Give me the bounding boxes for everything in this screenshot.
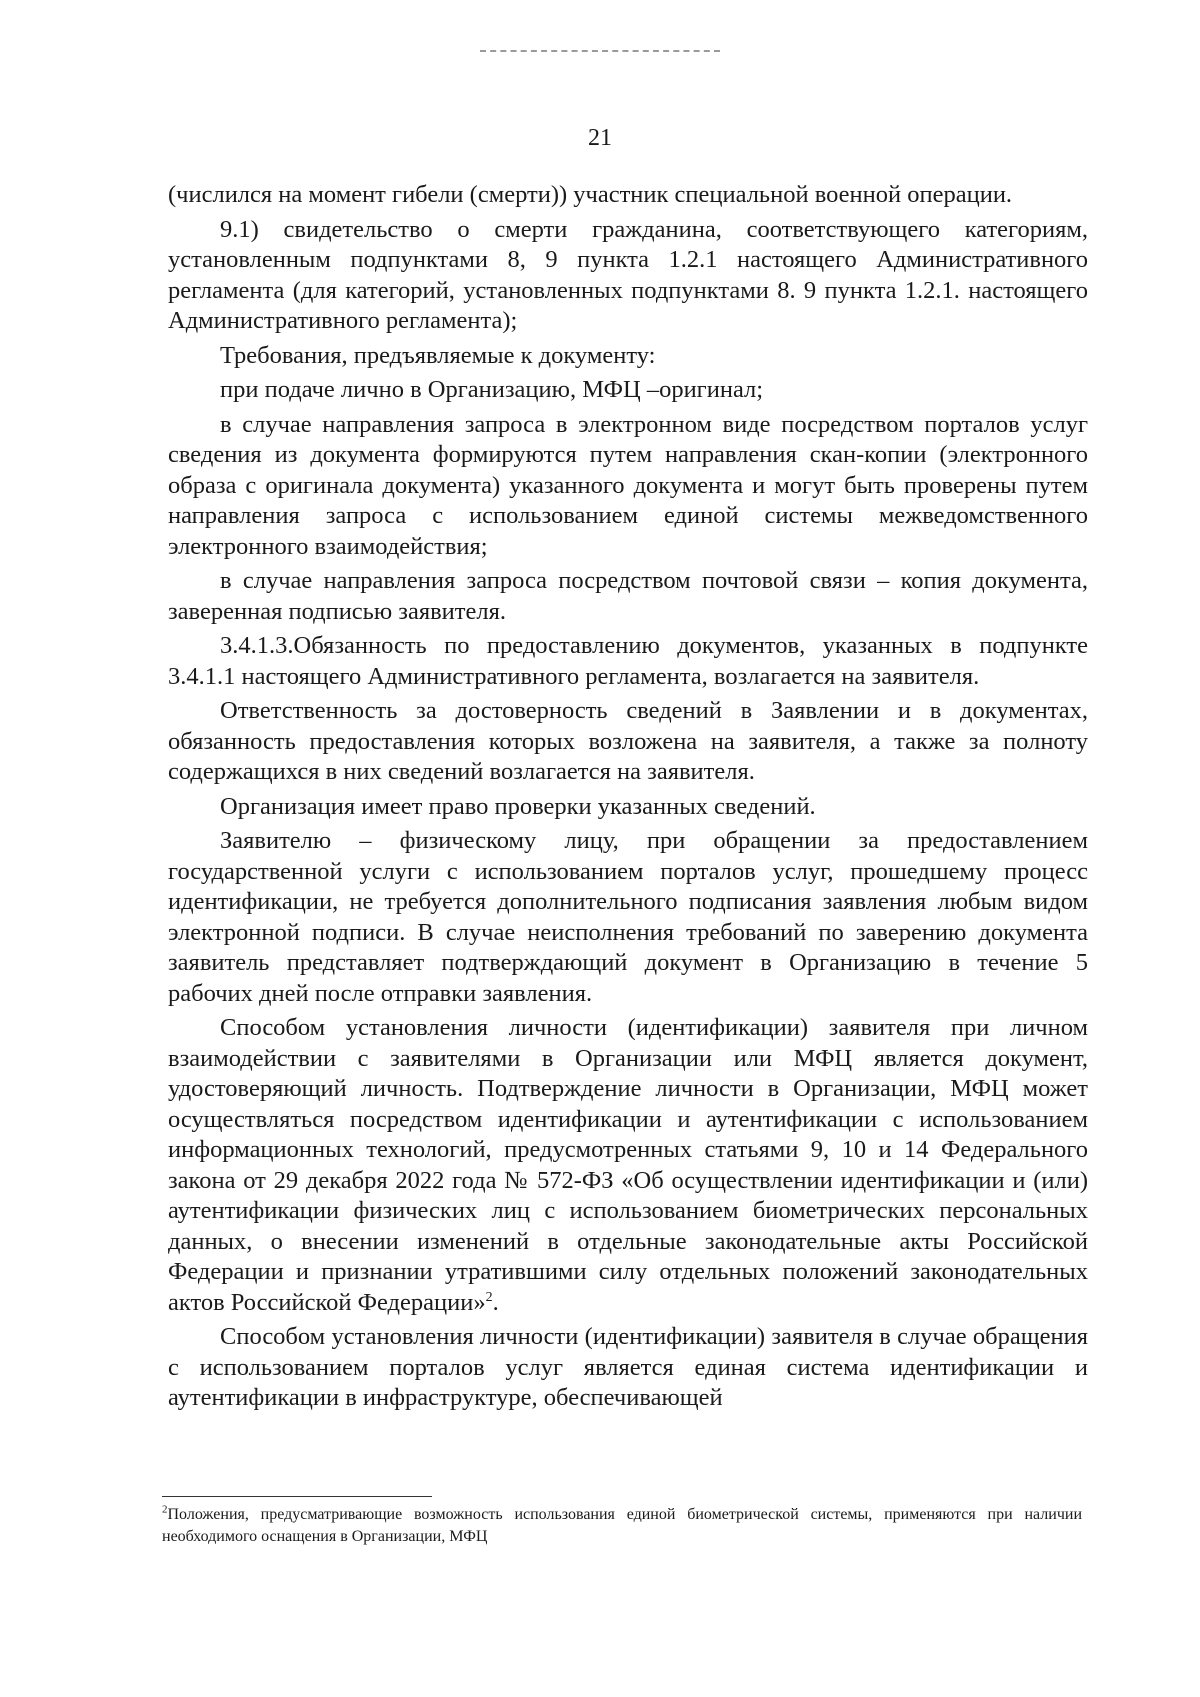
paragraph-verification-right: Организация имеет право проверки указанных сведений.	[220, 792, 816, 820]
paragraph-electronic-request: в случае направления запроса в электронном виде посредством порталов услуг сведения из документа формируются путем направления скан-копии (электронного образа с оригинала документа) указанного документа и могут быть проверены путем направления запроса с использованием единой системы межведомственного электронного взаимодействия;	[168, 410, 1088, 560]
footnote-marker: 2	[162, 1503, 168, 1516]
paragraph-death-certificate: 9.1) свидетельство о смерти гражданина, соответствующего категориям, установленным подпунктами 8, 9 пункта 1.2.1 настоящего Административного регламента (для категорий, установленных подпунктами 8. 9 пункта 1.2.1. настоящего Административного регламента);	[168, 215, 1088, 334]
paragraph-responsibility: Ответственность за достоверность сведений в Заявлении и в документах, обязанность предоставления которых возложена на заявителя, а также за полноту содержащихся в них сведений возлагается на заявителя.	[168, 697, 1088, 785]
paragraph-identity-personal: Способом установления личности (идентификации) заявителя при личном взаимодействии с заявителями в Организации или МФЦ является документ, удостоверяющий личность. Подтверждение личности в Организации, МФЦ может осуществляться посредством идентификации и аутентификации с использованием информационных технологий, предусмотренных статьями 9, 10 и 14 Федерального закона от 29 декабря 2022 года № 572-ФЗ «Об осуществлении идентификации и (или) аутентификации физических лиц с использованием биометрических персональных данных, о внесении изменений в отдельные законодательные акты Российской Федерации и признании утратившими силу отдельных положений законодательных актов Российской Федерации»$^2$.	[168, 1014, 1088, 1316]
footnote-reference: 2	[485, 1289, 493, 1305]
footnote-text: Положения, предусматривающие возможность использования единой биометрической системы, применяются при наличии необходимого оснащения в Организации, МФЦ	[162, 1506, 1082, 1545]
paragraph-in-person: при подаче лично в Организацию, МФЦ –оригинал;	[220, 376, 764, 403]
paragraph-continuation: (числился на момент гибели (смерти)) участник специальной военной операции.	[168, 181, 1013, 208]
paragraph-postal-request: в случае направления запроса посредством почтовой связи – копия документа, заверенная подписью заявителя.	[168, 567, 1088, 625]
paragraph-identity-personal-text: Способом установления личности (идентификации) заявителя при личном взаимодействии с заявителями в Организации или МФЦ является документ, удостоверяющий личность. Подтверждение личности в Организации, МФЦ может осуществляться посредством идентификации и аутентификации с использованием информационных технологий, предусмотренных статьями 9, 10 и 14 Федерального закона от 29 декабря 2022 года № 572-ФЗ «Об осуществлении идентификации и (или) аутентификации физических лиц с использованием биометрических персональных данных, о внесении изменений в отдельные законодательные акты Российской Федерации и признании утратившими силу отдельных положений законодательных актов Российской Федерации»	[168, 1014, 1088, 1316]
paragraph-requirements-heading: Требования, предъявляемые к документу:	[220, 341, 656, 369]
page-number: 21	[588, 125, 612, 151]
scan-artifact-line	[480, 50, 720, 52]
footnote-separator	[162, 1496, 432, 1497]
document-body	[168, 180, 1088, 1418]
paragraph-portal-signature: Заявителю – физическому лицу, при обращении за предоставлением государственной услуги с использованием порталов услуг, прошедшему процесс идентификации, не требуется дополнительного подписания заявления любым видом электронной подписи. В случае неисполнения требований по заверению документа заявитель представляет подтверждающий документ в Организацию в течение 5 рабочих дней после отправки заявления.	[168, 827, 1088, 1007]
paragraph-identity-portal: Способом установления личности (идентификации) заявителя в случае обращения с использованием порталов услуг является единая система идентификации и аутентификации в инфраструктуре, обеспечивающей	[168, 1323, 1088, 1411]
paragraph-obligation: 3.4.1.3.Обязанность по предоставлению документов, указанных в подпункте 3.4.1.1 настоящего Административного регламента, возлагается на заявителя.	[168, 632, 1088, 690]
footnote	[162, 1504, 1082, 1548]
